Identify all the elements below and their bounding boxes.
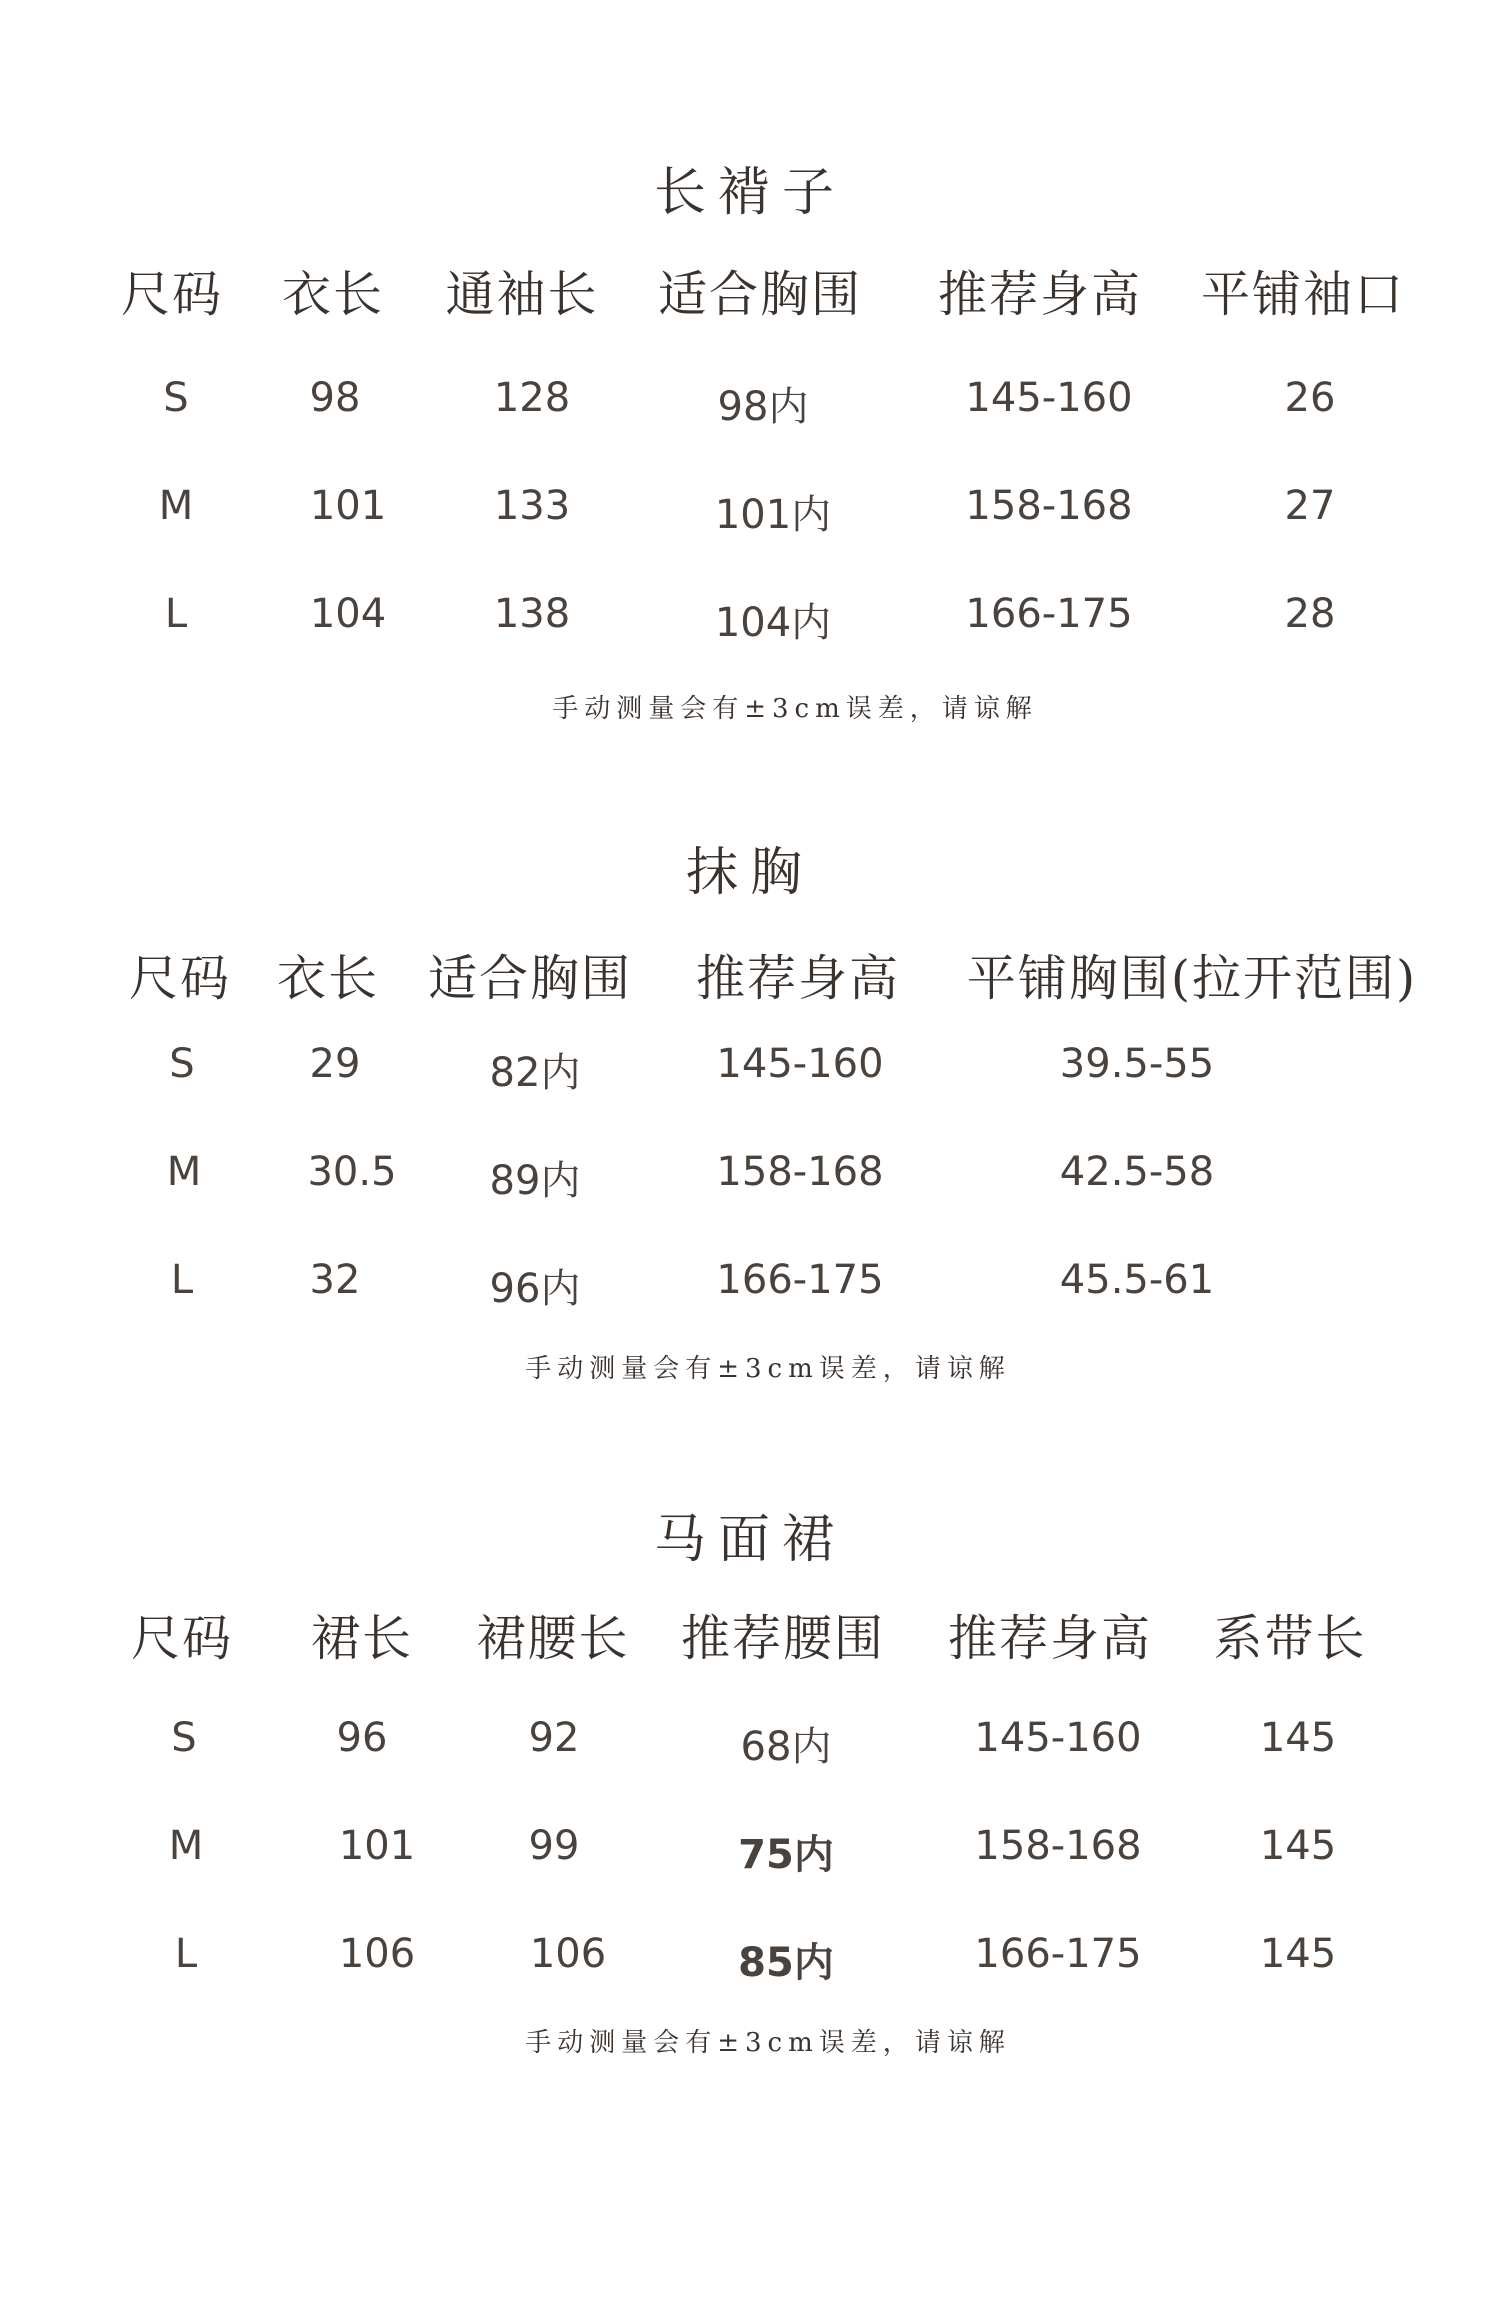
cell-garment-length: 104 [309,591,387,637]
cell-recommended-height: 166-175 [965,591,1133,637]
col-header-skirt-length: 裙长 [310,1610,414,1667]
cell-cuff-width: 27 [1284,483,1336,529]
cell-garment-length: 30.5 [307,1149,397,1195]
cell-fit-bust: 96内 [489,1266,581,1312]
col-header-sleeve-span: 通袖长 [445,266,599,323]
cell-fit-bust: 82内 [489,1050,581,1096]
cell-recommended-height: 145-160 [965,375,1133,421]
cell-recommended-height: 158-168 [716,1149,884,1195]
cell-size: M [168,1823,204,1869]
section-title: 抹胸 [685,843,814,903]
cell-size: L [174,1931,198,1977]
cell-recommended-height: 166-175 [716,1257,884,1303]
cell-size: S [169,1041,195,1087]
cell-garment-length: 32 [309,1257,361,1303]
section-title: 马面裙 [653,1510,846,1570]
cell-flat-bust-range: 45.5-61 [1059,1257,1215,1303]
cell-recommended-height: 158-168 [965,483,1133,529]
cell-garment-length: 101 [309,483,387,529]
cell-size: M [166,1149,202,1195]
cell-tie-length: 145 [1259,1823,1337,1869]
col-header-size: 尺码 [130,1610,234,1667]
col-header-size: 尺码 [120,266,224,323]
cell-recommended-height: 166-175 [974,1931,1142,1977]
measurement-note: 手动测量会有±3cm误差，请谅解 [525,2028,1011,2058]
col-header-recommended-height: 推荐身高 [947,1610,1153,1667]
cell-tie-length: 145 [1259,1931,1337,1977]
measurement-note: 手动测量会有±3cm误差，请谅解 [552,694,1038,724]
cell-size: M [158,483,194,529]
col-header-cuff-width: 平铺袖口 [1200,266,1406,323]
col-header-garment-length: 衣长 [281,266,385,323]
cell-sleeve-span: 138 [493,591,571,637]
col-header-recommended-waist: 推荐腰围 [680,1610,886,1667]
cell-garment-length: 98 [309,375,361,421]
cell-flat-bust-range: 39.5-55 [1059,1041,1215,1087]
cell-fit-bust: 101内 [714,492,832,538]
col-header-flat-bust-range: 平铺胸围(拉开范围) [966,950,1418,1007]
col-header-fit-bust: 适合胸围 [657,266,863,323]
cell-fit-bust: 104内 [714,600,832,646]
cell-recommended-waist: 75内 [738,1832,834,1878]
cell-fit-bust: 89内 [489,1158,581,1204]
cell-sleeve-span: 128 [493,375,571,421]
cell-size: S [171,1715,197,1761]
col-header-size: 尺码 [128,950,232,1007]
cell-recommended-height: 145-160 [974,1715,1142,1761]
cell-size: S [163,375,189,421]
col-header-garment-length: 衣长 [276,950,380,1007]
cell-size: L [164,591,188,637]
measurement-note: 手动测量会有±3cm误差，请谅解 [525,1354,1011,1384]
cell-tie-length: 145 [1259,1715,1337,1761]
cell-waistband-length: 92 [528,1715,580,1761]
cell-skirt-length: 106 [338,1931,416,1977]
cell-recommended-height: 145-160 [716,1041,884,1087]
cell-flat-bust-range: 42.5-58 [1059,1149,1215,1195]
cell-waistband-length: 99 [528,1823,580,1869]
cell-fit-bust: 98内 [717,384,809,430]
cell-recommended-waist: 68内 [740,1724,832,1770]
col-header-recommended-height: 推荐身高 [695,950,901,1007]
col-header-tie-length: 系带长 [1213,1610,1367,1667]
section-title: 长褙子 [653,163,846,223]
cell-cuff-width: 28 [1284,591,1336,637]
cell-cuff-width: 26 [1284,375,1336,421]
cell-sleeve-span: 133 [493,483,571,529]
cell-skirt-length: 96 [336,1715,388,1761]
cell-garment-length: 29 [309,1041,361,1087]
col-header-fit-bust: 适合胸围 [427,950,633,1007]
cell-recommended-height: 158-168 [974,1823,1142,1869]
cell-waistband-length: 106 [529,1931,607,1977]
cell-size: L [170,1257,194,1303]
cell-recommended-waist: 85内 [738,1940,834,1986]
col-header-waistband-length: 裙腰长 [476,1610,630,1667]
col-header-recommended-height: 推荐身高 [937,266,1143,323]
cell-skirt-length: 101 [338,1823,416,1869]
